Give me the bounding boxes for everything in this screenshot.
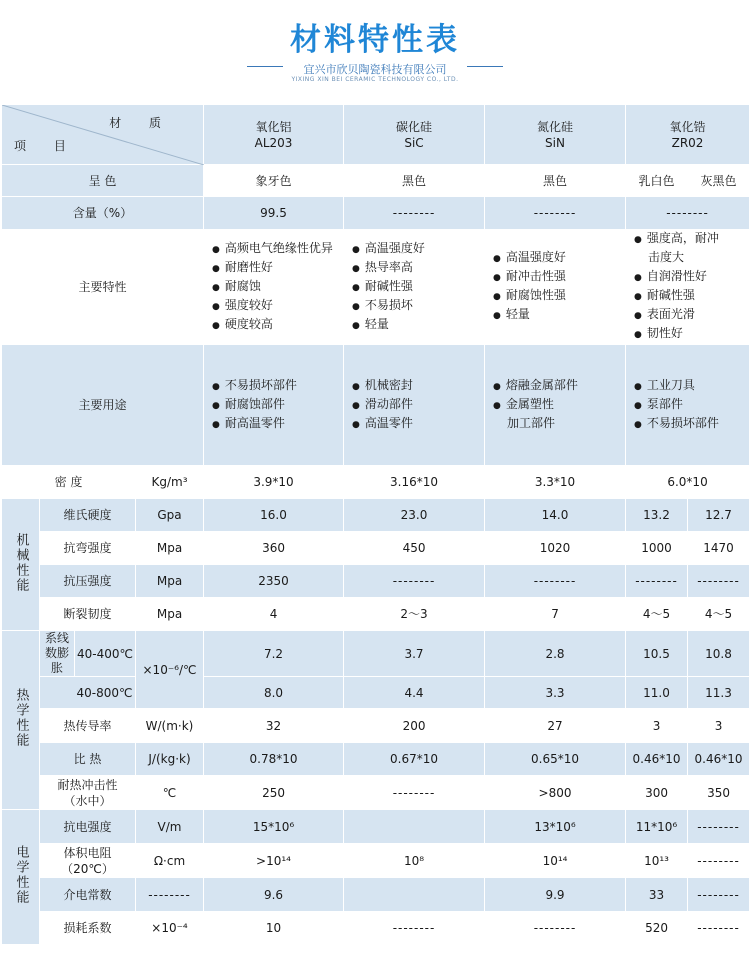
- table-cell: 23.0: [344, 499, 485, 532]
- list-item: ● 不易损坏: [352, 297, 484, 316]
- table-cell: 10¹³: [626, 844, 688, 878]
- unit-cell: J/(kg·k): [136, 743, 204, 776]
- table-cell: 1020: [485, 532, 626, 565]
- unit-cell: Mpa: [136, 532, 204, 565]
- page-title: 材料特性表: [290, 22, 460, 58]
- list-item: ● 韧性好: [634, 325, 749, 344]
- material-properties-table: [1, 104, 750, 945]
- list-item: ● 强度较好: [212, 297, 343, 316]
- expansion-range: 40-400℃: [77, 646, 133, 661]
- table-cell: 0.78*10: [204, 743, 344, 776]
- table-header-row: [2, 105, 750, 165]
- row-label: 抗弯强度: [40, 532, 136, 565]
- table-cell: [344, 810, 485, 844]
- list-item: ● 强度高，耐冲: [634, 230, 749, 249]
- list-item: ● 工业刀具: [634, 377, 749, 396]
- material-name: 氧化铝: [255, 119, 292, 134]
- row-label: 损耗系数: [40, 912, 136, 945]
- list-item: ● 热导率高: [352, 259, 484, 278]
- material-code: AL203: [254, 135, 293, 150]
- table-cell: [344, 878, 485, 912]
- expansion-range: 40-800℃: [40, 677, 136, 709]
- table-cell: 10: [204, 912, 344, 945]
- uses-cell: [485, 345, 626, 466]
- table-row: [2, 709, 750, 743]
- table-cell: 14.0: [485, 499, 626, 532]
- unit-cell: W/(m·k): [136, 709, 204, 743]
- table-cell: 11.3: [688, 677, 750, 709]
- list-item: ● 轻量: [352, 316, 484, 335]
- table-cell: 13.2: [626, 499, 688, 532]
- table-cell: 27: [485, 709, 626, 743]
- table-row: [2, 810, 750, 844]
- title-rule-right: [467, 66, 503, 67]
- table-cell: --------: [344, 912, 485, 945]
- table-cell: 450: [344, 532, 485, 565]
- list-item: ● 表面光滑: [634, 306, 749, 325]
- table-cell: 2～3: [344, 598, 485, 631]
- unit-cell: ℃: [136, 776, 204, 810]
- table-cell: 黑色: [485, 165, 626, 197]
- list-item: ● 自润滑性好: [634, 268, 749, 287]
- table-cell: 3: [626, 709, 688, 743]
- table-cell: 99.5: [204, 197, 344, 230]
- row-label: 断裂韧度: [40, 598, 136, 631]
- table-cell: --------: [485, 197, 626, 230]
- table-row: [2, 598, 750, 631]
- list-item: ● 机械密封: [352, 377, 484, 396]
- list-item: ● 耐冲击性强: [493, 268, 625, 287]
- list-item: ● 高频电气绝缘性优异: [212, 240, 343, 259]
- table-row: [2, 345, 750, 466]
- uses-cell: [344, 345, 485, 466]
- row-label-color: 呈 色: [2, 165, 204, 197]
- list-item: ● 耐腐蚀性强: [493, 287, 625, 306]
- material-name: 氮化硅: [537, 119, 574, 134]
- corner-material-label: 材 质: [109, 116, 174, 130]
- table-cell: 13*10⁶: [485, 810, 626, 844]
- row-label: 比 热: [40, 743, 136, 776]
- list-item: ● 泵部件: [634, 396, 749, 415]
- group-label-mechanical: [2, 499, 40, 631]
- features-cell: [204, 230, 344, 345]
- row-label: 抗压强度: [40, 565, 136, 598]
- table-cell: 9.9: [485, 878, 626, 912]
- table-cell: >10¹⁴: [204, 844, 344, 878]
- table-cell: 4.4: [344, 677, 485, 709]
- table-cell: >800: [485, 776, 626, 810]
- table-cell: 250: [204, 776, 344, 810]
- corner-item-label: 项 目: [14, 139, 78, 153]
- material-header-zro2: [626, 105, 750, 165]
- table-cell: 乳白色: [626, 165, 688, 197]
- group-label-thermal: [2, 631, 40, 810]
- table-cell: 12.7: [688, 499, 750, 532]
- uses-cell: [204, 345, 344, 466]
- table-cell: 2350: [204, 565, 344, 598]
- table-cell: 8.0: [204, 677, 344, 709]
- table-cell: 3.7: [344, 631, 485, 677]
- table-cell: 11.0: [626, 677, 688, 709]
- table-row: [2, 912, 750, 945]
- unit-cell: Mpa: [136, 598, 204, 631]
- table-cell: 7: [485, 598, 626, 631]
- table-cell: --------: [626, 565, 688, 598]
- row-label: 抗电强度: [40, 810, 136, 844]
- company-name-en: YIXING XIN BEI CERAMIC TECHNOLOGY CO., LTD.: [291, 76, 459, 83]
- table-cell: 3.3*10: [485, 466, 626, 499]
- table-cell: 16.0: [204, 499, 344, 532]
- list-item: ● 硬度较高: [212, 316, 343, 335]
- table-cell: 10.5: [626, 631, 688, 677]
- group-label-text: 机械性能: [13, 532, 29, 593]
- material-code: ZR02: [671, 135, 704, 150]
- row-label: [40, 844, 136, 878]
- table-row: [2, 776, 750, 810]
- table-cell: 4～5: [626, 598, 688, 631]
- company-name-cn: 宜兴市欣贝陶瓷科技有限公司: [303, 63, 447, 76]
- table-cell: --------: [688, 565, 750, 598]
- list-item: ● 耐碱性强: [352, 278, 484, 297]
- expansion-cell: [40, 631, 136, 677]
- list-item: ● 耐高温零件: [212, 415, 343, 434]
- list-item: ● 熔融金属部件: [493, 377, 625, 396]
- table-row: [2, 499, 750, 532]
- row-label-features: 主要特性: [2, 230, 204, 345]
- table-cell: 1000: [626, 532, 688, 565]
- table-cell: 3.3: [485, 677, 626, 709]
- list-item: 加工部件: [507, 415, 556, 430]
- table-cell: --------: [688, 810, 750, 844]
- list-item: ● 不易损坏部件: [212, 377, 343, 396]
- table-cell: 7.2: [204, 631, 344, 677]
- table-cell: 300: [626, 776, 688, 810]
- features-cell: [485, 230, 626, 345]
- table-cell: 9.6: [204, 878, 344, 912]
- list-item: ● 不易损坏部件: [634, 415, 749, 434]
- table-cell: --------: [626, 197, 750, 230]
- table-cell: 0.46*10: [626, 743, 688, 776]
- row-label-line: 耐热冲击性: [57, 777, 118, 792]
- table-cell: --------: [688, 912, 750, 945]
- table-row: [2, 844, 750, 878]
- table-cell: 10¹⁴: [485, 844, 626, 878]
- list-item: ● 高温强度好: [352, 240, 484, 259]
- list-item: ● 滑动部件: [352, 396, 484, 415]
- table-cell: 象牙色: [204, 165, 344, 197]
- table-cell: 2.8: [485, 631, 626, 677]
- table-row: [2, 677, 750, 709]
- table-cell: 4: [204, 598, 344, 631]
- row-label-uses: 主要用途: [2, 345, 204, 466]
- unit-cell: --------: [136, 878, 204, 912]
- table-cell: 520: [626, 912, 688, 945]
- list-item: ● 耐磨性好: [212, 259, 343, 278]
- table-cell: --------: [688, 878, 750, 912]
- table-row: [2, 532, 750, 565]
- table-cell: 32: [204, 709, 344, 743]
- material-code: SiN: [545, 135, 565, 150]
- features-cell: [344, 230, 485, 345]
- table-cell: --------: [344, 776, 485, 810]
- table-cell: 灰黑色: [688, 165, 750, 197]
- list-item: ● 耐腐蚀部件: [212, 396, 343, 415]
- header: [0, 0, 750, 104]
- table-cell: 3.16*10: [344, 466, 485, 499]
- table-row: [2, 466, 750, 499]
- row-label: 热传导率: [40, 709, 136, 743]
- list-item: ● 轻量: [493, 306, 625, 325]
- table-cell: 10.8: [688, 631, 750, 677]
- group-label-text: 热学性能: [13, 688, 29, 748]
- list-item: ● 耐腐蚀: [212, 278, 343, 297]
- table-row: [2, 631, 750, 677]
- list-item: ● 金属塑性: [493, 396, 625, 415]
- table-cell: 33: [626, 878, 688, 912]
- unit-cell: Ω·cm: [136, 844, 204, 878]
- table-cell: 4～5: [688, 598, 750, 631]
- material-header-al2o3: [204, 105, 344, 165]
- row-label: 介电常数: [40, 878, 136, 912]
- table-cell: 10⁸: [344, 844, 485, 878]
- material-name: 氧化锆: [669, 119, 706, 134]
- table-cell: 360: [204, 532, 344, 565]
- table-row: [2, 743, 750, 776]
- table-cell: --------: [344, 197, 485, 230]
- material-header-sin: [485, 105, 626, 165]
- list-item: 击度大: [648, 250, 685, 264]
- unit-cell: ×10⁻⁶/℃: [136, 631, 204, 709]
- unit-cell: Mpa: [136, 565, 204, 598]
- table-cell: 0.65*10: [485, 743, 626, 776]
- table-cell: 3.9*10: [204, 466, 344, 499]
- corner-diagonal: [2, 105, 204, 165]
- uses-cell: [626, 345, 750, 466]
- table-row: [2, 230, 750, 345]
- material-header-sic: [344, 105, 485, 165]
- list-item: ● 高温零件: [352, 415, 484, 434]
- row-label-line: （水中）: [63, 793, 112, 808]
- unit-cell: Gpa: [136, 499, 204, 532]
- table-row: [2, 165, 750, 197]
- table-cell: --------: [688, 844, 750, 878]
- row-label-density: 密 度: [2, 466, 136, 499]
- row-label-line: （20℃）: [61, 861, 114, 876]
- corner-cell: [2, 105, 204, 165]
- row-label-content: 含量（%）: [2, 197, 204, 230]
- table-cell: 3: [688, 709, 750, 743]
- table-cell: --------: [485, 565, 626, 598]
- list-item: ● 耐碱性强: [634, 287, 749, 306]
- table-cell: 200: [344, 709, 485, 743]
- table-cell: 11*10⁶: [626, 810, 688, 844]
- table-cell: 6.0*10: [626, 466, 750, 499]
- table-cell: 350: [688, 776, 750, 810]
- table-cell: --------: [485, 912, 626, 945]
- features-cell: [626, 230, 750, 345]
- row-label: [40, 776, 136, 810]
- unit-cell: ×10⁻⁴: [136, 912, 204, 945]
- unit-cell: V/m: [136, 810, 204, 844]
- row-label-line: 体积电阻: [63, 845, 112, 860]
- table-row: [2, 197, 750, 230]
- table-cell: 黑色: [344, 165, 485, 197]
- table-cell: 0.46*10: [688, 743, 750, 776]
- table-row: [2, 565, 750, 598]
- table-cell: 15*10⁶: [204, 810, 344, 844]
- material-name: 碳化硅: [396, 119, 433, 134]
- table-cell: 1470: [688, 532, 750, 565]
- table-cell: 0.67*10: [344, 743, 485, 776]
- group-label-text: 电学性能: [13, 845, 29, 905]
- list-item: ● 高温强度好: [493, 249, 625, 268]
- group-label-electrical: [2, 810, 40, 945]
- material-code: SiC: [404, 135, 424, 150]
- table-cell: --------: [344, 565, 485, 598]
- expansion-label: 系线数膨胀: [40, 631, 75, 676]
- expansion-layout: [40, 631, 135, 676]
- row-label: 维氏硬度: [40, 499, 136, 532]
- table-row: [2, 878, 750, 912]
- unit-cell: Kg/m³: [136, 466, 204, 499]
